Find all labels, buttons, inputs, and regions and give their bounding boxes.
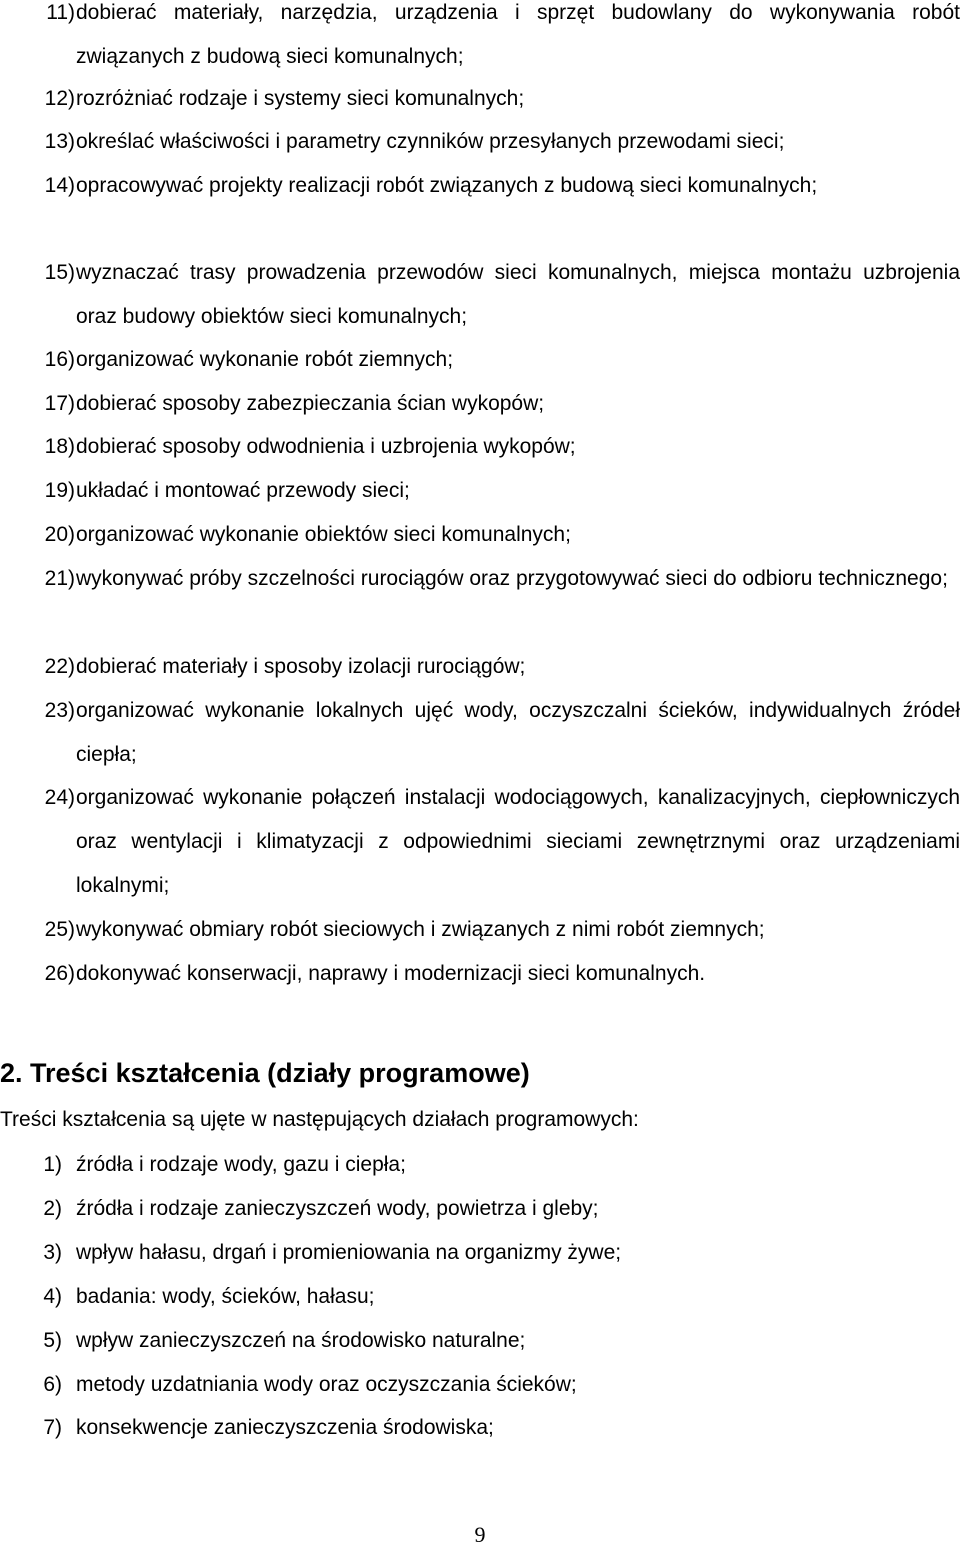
list-item-text: metody uzdatniania wody oraz oczyszczania ścieków; bbox=[76, 1373, 577, 1396]
list-item-text: dobierać sposoby zabezpieczania ścian wykopów; bbox=[76, 392, 545, 415]
list-item-number: 20) bbox=[44, 523, 75, 546]
list-item-text: organizować wykonanie obiektów sieci komunalnych; bbox=[76, 523, 571, 546]
content-item-1 bbox=[25, 1143, 960, 1187]
section-heading: 2. Treści kształcenia (działy programowe) bbox=[0, 1058, 530, 1088]
list-item-text: źródła i rodzaje zanieczyszczeń wody, powietrza i gleby; bbox=[76, 1197, 599, 1220]
list-item-text: źródła i rodzaje wody, gazu i ciepła; bbox=[76, 1153, 406, 1176]
list-item-number: 26) bbox=[44, 962, 75, 985]
list-item-text: wpływ zanieczyszczeń na środowisko naturalne; bbox=[76, 1329, 526, 1352]
list-item-text: wyznaczać trasy prowadzenia przewodów sieci komunalnych, miejsca montażu uzbrojenia oraz budowy obiektów sieci komunalnych; bbox=[76, 261, 960, 328]
list-item-number: 18) bbox=[44, 435, 75, 458]
list-item-number: 19) bbox=[44, 479, 75, 502]
list-item-text: wykonywać obmiary robót sieciowych i związanych z nimi robót ziemnych; bbox=[76, 918, 765, 941]
list-item-text: organizować wykonanie połączeń instalacji wodociągowych, kanalizacyjnych, ciepłowniczych oraz wentylacji i klimatyzacji z odpowiednimi sieciami zewnętrznymi oraz urządzeniami lokalnymi; bbox=[76, 786, 960, 897]
list-item-number: 23) bbox=[44, 699, 75, 722]
list-item-text: konsekwencje zanieczyszczenia środowiska; bbox=[76, 1416, 494, 1439]
list-item-25 bbox=[25, 908, 960, 952]
list-item-number: 1) bbox=[43, 1153, 62, 1176]
list-item-text: opracowywać projekty realizacji robót związanych z budową sieci komunalnych; bbox=[76, 174, 818, 197]
section-intro: Treści kształcenia są ujęte w następujących działach programowych: bbox=[0, 1108, 639, 1131]
content-item-5 bbox=[25, 1319, 960, 1363]
list-item-22 bbox=[25, 645, 960, 689]
list-item-number: 2) bbox=[43, 1197, 62, 1220]
list-item-16 bbox=[25, 338, 960, 382]
list-item-text: dobierać materiały i sposoby izolacji rurociągów; bbox=[76, 655, 526, 678]
list-item-23 bbox=[25, 689, 960, 777]
list-item-text: dobierać sposoby odwodnienia i uzbrojenia wykopów; bbox=[76, 435, 576, 458]
list-item-number: 12) bbox=[44, 87, 75, 110]
list-item-number: 11) bbox=[46, 1, 75, 24]
content-item-6 bbox=[25, 1363, 960, 1407]
list-item-number: 15) bbox=[44, 261, 75, 284]
content-item-4 bbox=[25, 1275, 960, 1319]
list-item-number: 17) bbox=[44, 392, 75, 415]
list-item-text: organizować wykonanie lokalnych ujęć wody, oczyszczalni ścieków, indywidualnych źródeł ciepła; bbox=[76, 699, 960, 766]
content-item-2 bbox=[25, 1187, 960, 1231]
list-item-number: 13) bbox=[44, 130, 75, 153]
list-item-number: 5) bbox=[43, 1329, 62, 1352]
list-item-20 bbox=[25, 513, 960, 557]
list-item-number: 6) bbox=[43, 1373, 62, 1396]
list-item-15 bbox=[25, 251, 960, 339]
page-number: 9 bbox=[474, 1522, 486, 1547]
list-item-text: dokonywać konserwacji, naprawy i modernizacji sieci komunalnych. bbox=[76, 962, 706, 985]
list-item-24 bbox=[25, 776, 960, 908]
content-item-3 bbox=[25, 1231, 960, 1275]
list-item-text: wpływ hałasu, drgań i promieniowania na organizmy żywe; bbox=[76, 1241, 622, 1264]
list-item-text: rozróżniać rodzaje i systemy sieci komunalnych; bbox=[76, 87, 525, 110]
list-item-number: 25) bbox=[44, 918, 75, 941]
list-item-text: organizować wykonanie robót ziemnych; bbox=[76, 348, 454, 371]
content-item-7 bbox=[25, 1406, 960, 1450]
list-item-text: dobierać materiały, narzędzia, urządzenia i sprzęt budowlany do wykonywania robót związanych z budową sieci komunalnych; bbox=[76, 1, 960, 68]
list-item-11 bbox=[25, 0, 960, 79]
list-item-text: określać właściwości i parametry czynników przesyłanych przewodami sieci; bbox=[76, 130, 785, 153]
list-item-21 bbox=[25, 557, 960, 601]
list-item-14 bbox=[25, 164, 960, 208]
list-item-number: 24) bbox=[44, 786, 75, 809]
list-item-text: wykonywać próby szczelności rurociągów oraz przygotowywać sieci do odbioru technicznego; bbox=[76, 567, 948, 590]
list-item-26 bbox=[25, 952, 960, 996]
list-item-17 bbox=[25, 382, 960, 426]
list-item-number: 14) bbox=[44, 174, 75, 197]
list-item-number: 3) bbox=[43, 1241, 62, 1264]
list-item-text: układać i montować przewody sieci; bbox=[76, 479, 410, 502]
list-item-text: badania: wody, ścieków, hałasu; bbox=[76, 1285, 375, 1308]
list-item-18 bbox=[25, 425, 960, 469]
list-item-number: 4) bbox=[43, 1285, 62, 1308]
list-item-19 bbox=[25, 469, 960, 513]
list-item-12 bbox=[25, 77, 960, 121]
list-item-number: 22) bbox=[44, 655, 75, 678]
list-item-number: 16) bbox=[44, 348, 75, 371]
list-item-13 bbox=[25, 120, 960, 164]
list-item-number: 21) bbox=[44, 567, 75, 590]
list-item-number: 7) bbox=[43, 1416, 62, 1439]
